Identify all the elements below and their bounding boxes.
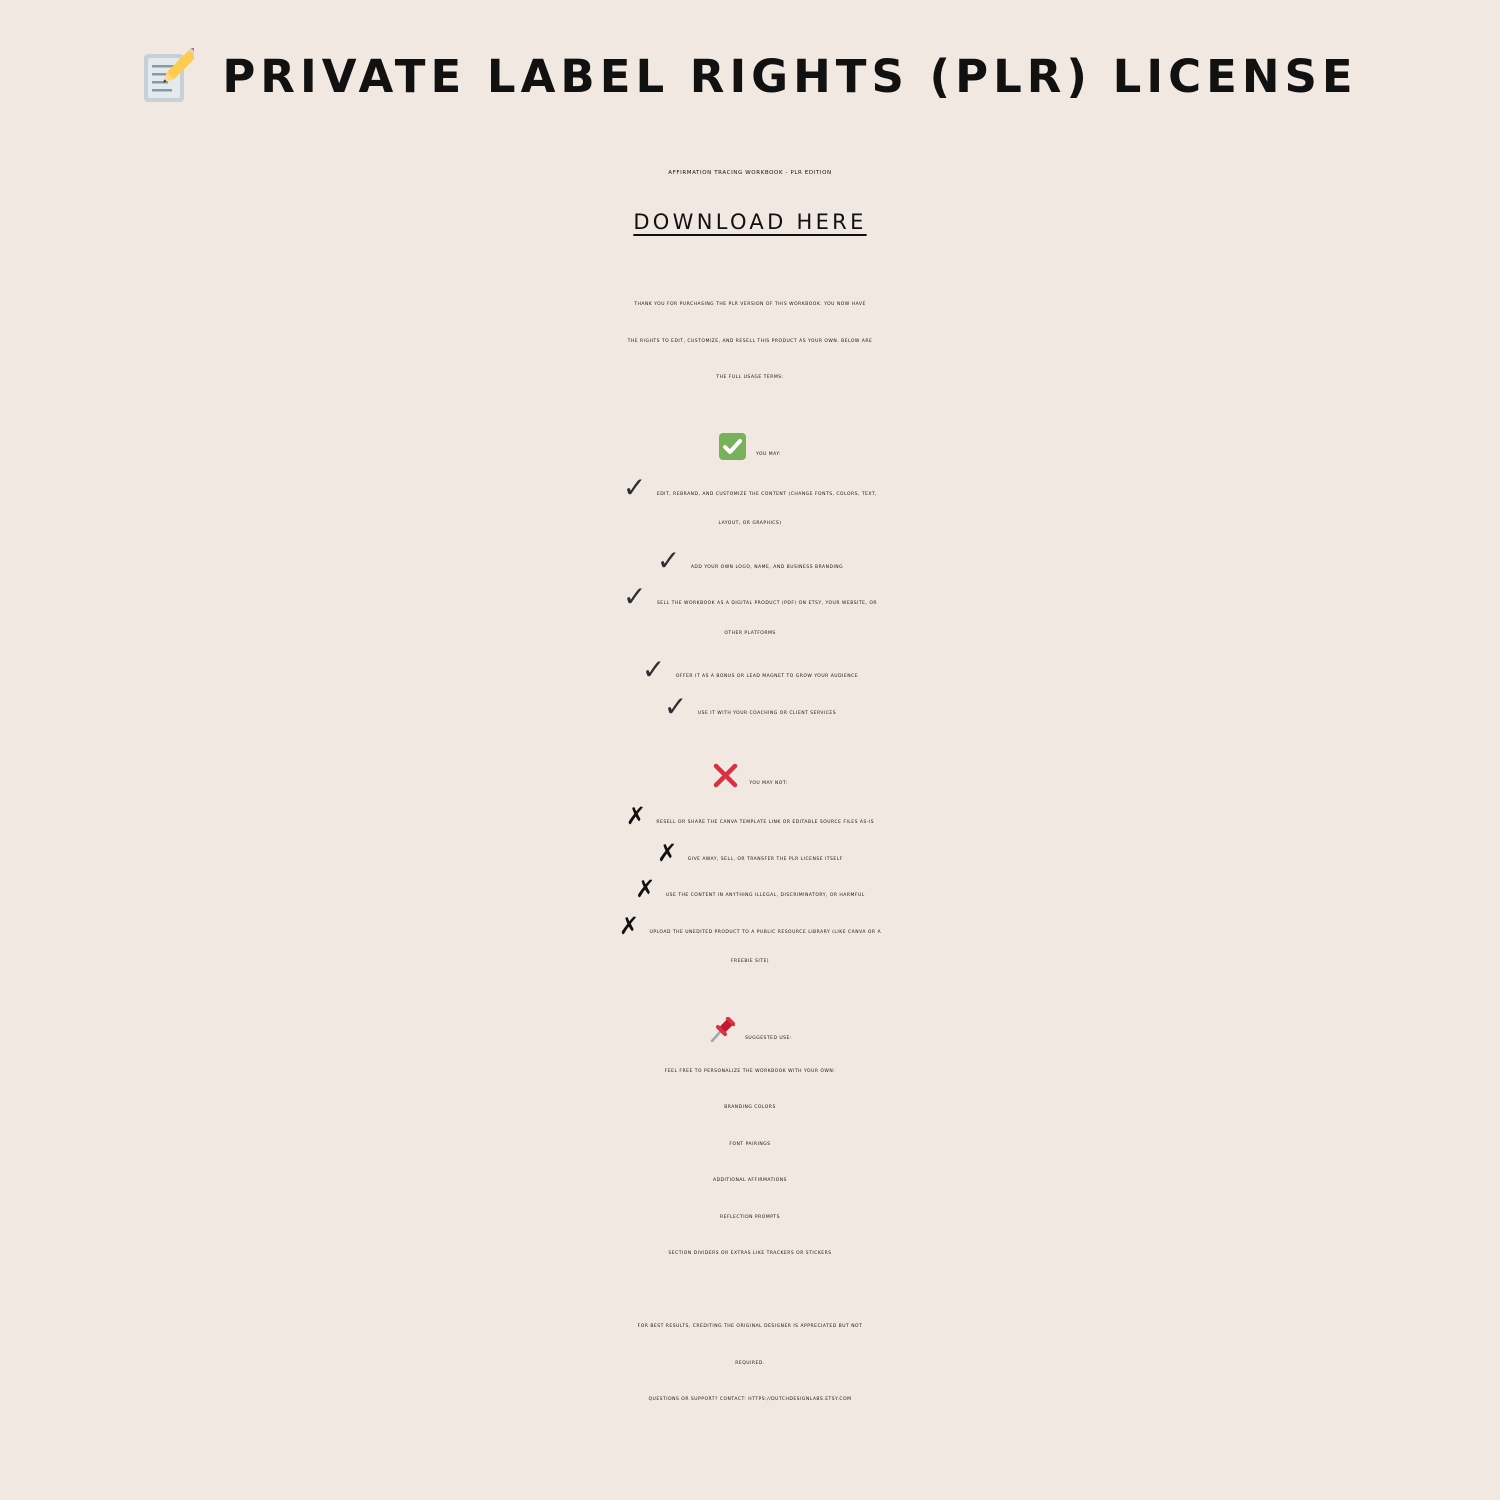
may-not-item-text: UPLOAD THE UNEDITED PRODUCT TO A PUBLIC RESOURCE LIBRARY (LIKE CANVA OR A [649, 930, 882, 935]
may-item-text: USE IT WITH YOUR COACHING OR CLIENT SERVICES [697, 711, 837, 716]
may-not-item [0, 908, 1500, 944]
download-row [0, 204, 1500, 240]
may-item-text: EDIT, REBRAND, AND CUSTOMIZE THE CONTENT (CHANGE FONTS, COLORS, TEXT, [656, 492, 878, 497]
green-check-box-icon [719, 433, 746, 460]
download-link[interactable]: DOWNLOAD HERE [633, 210, 867, 234]
ballot-x-icon: ✗ [625, 802, 647, 830]
may-not-item-text: GIVE AWAY, SELL, OR TRANSFER THE PLR LICENSE ITSELF [687, 857, 843, 862]
may-not-item [0, 798, 1500, 834]
may-item [0, 689, 1500, 725]
may-item [0, 543, 1500, 579]
suggested-item: SECTION DIVIDERS OR EXTRAS LIKE TRACKERS OR STICKERS [668, 1251, 832, 1256]
suggested-item: REFLECTION PROMPTS [719, 1215, 781, 1220]
suggested-heading-row [0, 1017, 1500, 1053]
pushpin-icon [708, 1017, 735, 1044]
may-not-item-continued: FREEBIE SITE) [730, 959, 770, 964]
intro-line: THE FULL USAGE TERMS: [716, 375, 784, 380]
suggested-item: ADDITIONAL AFFIRMATIONS [713, 1178, 787, 1183]
ballot-x-icon: ✗ [657, 839, 678, 867]
checkmark-icon: ✓ [656, 544, 681, 577]
suggested-item: BRANDING COLORS [724, 1105, 776, 1110]
may-not-item [0, 835, 1500, 871]
footer-line: REQUIRED. [735, 1361, 765, 1366]
may-not-item-text: RESELL OR SHARE THE CANVA TEMPLATE LINK OR EDITABLE SOURCE FILES AS-IS [656, 820, 875, 825]
may-item-text: SELL THE WORKBOOK AS A DIGITAL PRODUCT (PDF) ON ETSY, YOUR WEBSITE, OR [656, 601, 878, 606]
intro-line: THANK YOU FOR PURCHASING THE PLR VERSION OF THIS WORKBOOK. YOU NOW HAVE [634, 302, 866, 307]
contact-row [0, 1382, 1500, 1418]
memo-icon [142, 48, 194, 104]
may-item-continued: LAYOUT, OR GRAPHICS) [718, 521, 782, 526]
may-not-heading-row [0, 762, 1500, 798]
may-item-text: ADD YOUR OWN LOGO, NAME, AND BUSINESS BRANDING [690, 565, 844, 570]
suggested-item: FONT PAIRINGS [729, 1142, 771, 1147]
suggested-heading: SUGGESTED USE: [745, 1036, 792, 1041]
checkmark-icon: ✓ [663, 690, 688, 723]
product-name: AFFIRMATION TRACING WORKBOOK - PLR EDITION [668, 170, 832, 176]
footer-line: FOR BEST RESULTS, CREDITING THE ORIGINAL DESIGNER IS APPRECIATED BUT NOT [637, 1324, 863, 1329]
may-not-item [0, 871, 1500, 907]
may-item [0, 470, 1500, 506]
title-row [0, 38, 1500, 114]
ballot-x-icon: ✗ [635, 875, 656, 903]
suggested-line: FEEL FREE TO PERSONALIZE THE WORKBOOK WITH YOUR OWN: [664, 1069, 836, 1074]
may-item [0, 579, 1500, 615]
checkmark-icon: ✓ [622, 471, 647, 504]
intro-line: THE RIGHTS TO EDIT, CUSTOMIZE, AND RESELL THIS PRODUCT AS YOUR OWN. BELOW ARE [627, 339, 873, 344]
checkmark-icon: ✓ [641, 653, 666, 686]
contact-link[interactable]: HTTPS://DUTCHDESIGNLABS.ETSY.COM [748, 1397, 852, 1402]
may-heading-row [0, 433, 1500, 469]
contact-label: QUESTIONS OR SUPPORT? CONTACT: [648, 1397, 747, 1402]
may-heading: YOU MAY: [755, 452, 782, 457]
checkmark-icon: ✓ [622, 580, 647, 613]
page-title: PRIVATE LABEL RIGHTS (PLR) LICENSE [222, 49, 1358, 103]
may-not-heading: YOU MAY NOT: [749, 781, 788, 786]
may-item-continued: OTHER PLATFORMS [724, 631, 776, 636]
red-cross-icon [712, 762, 739, 789]
may-item [0, 652, 1500, 688]
may-not-item-text: USE THE CONTENT IN ANYTHING ILLEGAL, DISCRIMINATORY, OR HARMFUL [665, 893, 865, 898]
ballot-x-icon: ✗ [618, 912, 640, 940]
may-item-text: OFFER IT AS A BONUS OR LEAD MAGNET TO GROW YOUR AUDIENCE [675, 674, 859, 679]
